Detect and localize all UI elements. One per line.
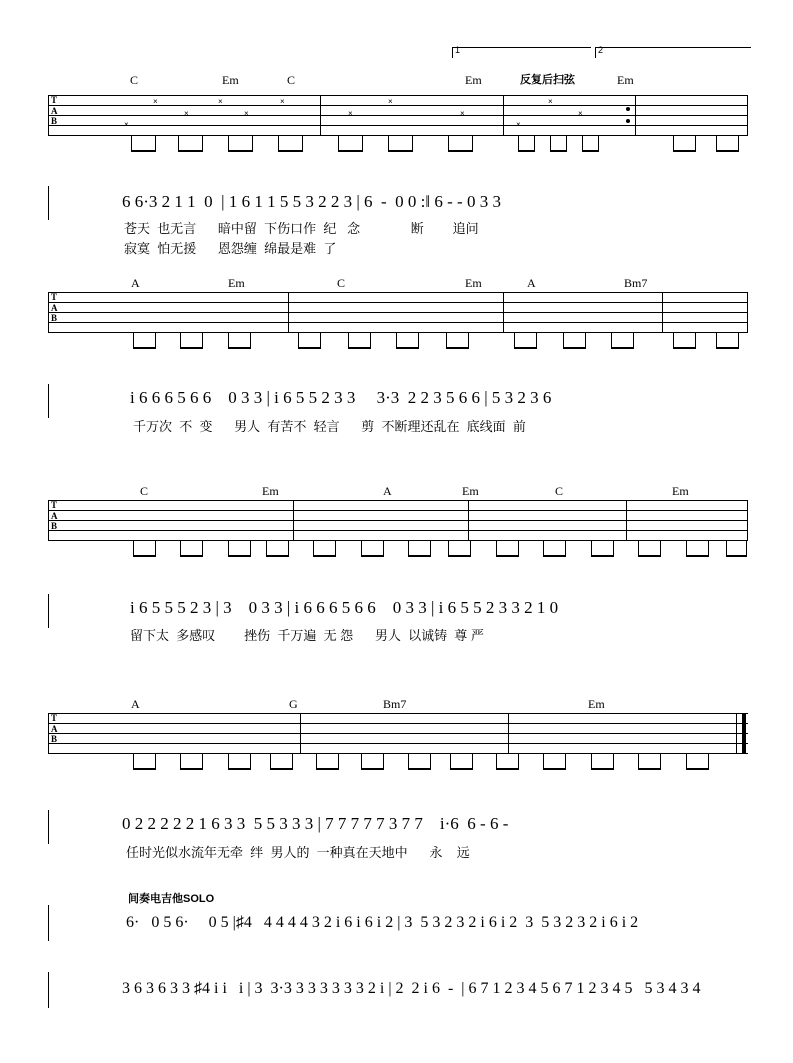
system-barline [48, 384, 49, 418]
tab-letter-T: T [51, 713, 58, 723]
tab-letter-B: B [51, 116, 58, 126]
lyrics-line: 寂寞 怕无援 恩怨缠 绵最是难 了 [124, 241, 337, 256]
tab-letter-B: B [51, 734, 58, 744]
lyrics-line: 千万次 不 变 男人 有苦不 轻言 剪 不断理还乱在 底线面 前 [133, 419, 526, 434]
ending-bracket-2 [595, 47, 751, 58]
rhythm-stems [48, 333, 748, 355]
tab-letter-T: T [51, 292, 58, 302]
chord-label: Em [465, 73, 482, 87]
tab-letter-T: T [51, 500, 58, 510]
solo-line-2: 3 6 3 6 3 3 ♯4 i i i | 3 3·3 3 3 3 3 3 3 2 i | 2 2 i 6 - | 6 7 1 2 3 4 5 6 7 1 2 3 4 5 5 3 4 3 4 [122, 980, 701, 997]
melody-line: i 6 5 5 5 2 3 | 3 0 3 3 | i 6 6 6 5 6 6 0 3 3 | i 6 5 5 2 3 3 2 1 0 [130, 598, 559, 617]
rhythm-stems [48, 541, 748, 563]
solo-line-1: 6· 0 5 6· 0 5 |♯4 4 4 4 4 3 2 i 6 i 6 i 2 | 3 5 3 2 3 2 i 6 i 2 3 5 3 2 3 2 i 6 i 2 [126, 914, 639, 931]
chord-label: Em [617, 73, 634, 87]
chord-label: G [289, 697, 298, 711]
lyrics-line: 苍天 也无言 暗中留 下伤口作 纪 念 断 追问 [124, 221, 479, 236]
chord-label: Em [262, 484, 279, 498]
ending-bracket-1 [452, 47, 591, 58]
solo-annotation: 间奏电吉他SOLO [128, 893, 215, 905]
rhythm-stems [48, 754, 748, 776]
chord-label: C [130, 73, 139, 87]
chord-label: Em [588, 697, 605, 711]
tab-letter-A: A [51, 724, 58, 734]
chord-label: Em [672, 484, 689, 498]
system-barline [48, 810, 49, 844]
tab-letter-A: A [51, 106, 58, 116]
chord-label: Em [222, 73, 239, 87]
chord-label: Em [228, 276, 245, 290]
chord-label: A [527, 276, 536, 290]
chord-label: A [131, 276, 140, 290]
chord-label: Bm7 [624, 276, 648, 290]
tab-staff: T A B × × × × × × × × × × × × [48, 95, 748, 135]
system-barline [48, 594, 49, 628]
tab-letter-A: A [51, 511, 58, 521]
lyrics-line: 任时光似水流年无牵 绊 男人的 一种真在天地中 永 远 [126, 845, 470, 860]
chord-label: C [337, 276, 346, 290]
tab-staff [48, 500, 748, 540]
chord-label: C [140, 484, 149, 498]
tab-letter-T: T [51, 95, 58, 105]
melody-line: 6 6·3 2 1 1 0 | 1 6 1 1 5 5 3 2 2 3 | 6 - 0 0 :‖ 6 - - 0 3 3 [122, 192, 501, 211]
melody-line: 0 2 2 2 2 2 1 6 3 3 5 5 3 3 3 | 7 7 7 7 7 3 7 7 i·6 6 - 6 - [122, 814, 509, 833]
melody-line: i 6 6 6 5 6 6 0 3 3 | i 6 5 5 2 3 3 3·3 2 2 3 5 6 6 | 5 3 2 3 6 [130, 388, 552, 407]
tab-staff [48, 292, 748, 332]
ending-label-2: 2 [598, 45, 604, 55]
chord-label: A [131, 697, 140, 711]
tab-staff [48, 713, 748, 753]
chord-label: Bm7 [383, 697, 407, 711]
tab-letter-B: B [51, 521, 58, 531]
system-barline [48, 186, 49, 220]
lyrics-line: 留下太 多感叹 挫伤 千万遍 无 怨 男人 以诚铸 尊 严 [130, 628, 484, 643]
ending-label-1: 1 [455, 45, 461, 55]
chord-label: Em [465, 276, 482, 290]
system-barline [48, 972, 49, 1008]
rhythm-stems [48, 136, 748, 158]
strum-annotation: 反复后扫弦 [520, 74, 575, 86]
chord-label: C [287, 73, 296, 87]
tab-letter-B: B [51, 313, 58, 323]
system-barline [48, 905, 49, 941]
chord-label: C [555, 484, 564, 498]
chord-label: Em [462, 484, 479, 498]
chord-label: A [383, 484, 392, 498]
tab-letter-A: A [51, 303, 58, 313]
